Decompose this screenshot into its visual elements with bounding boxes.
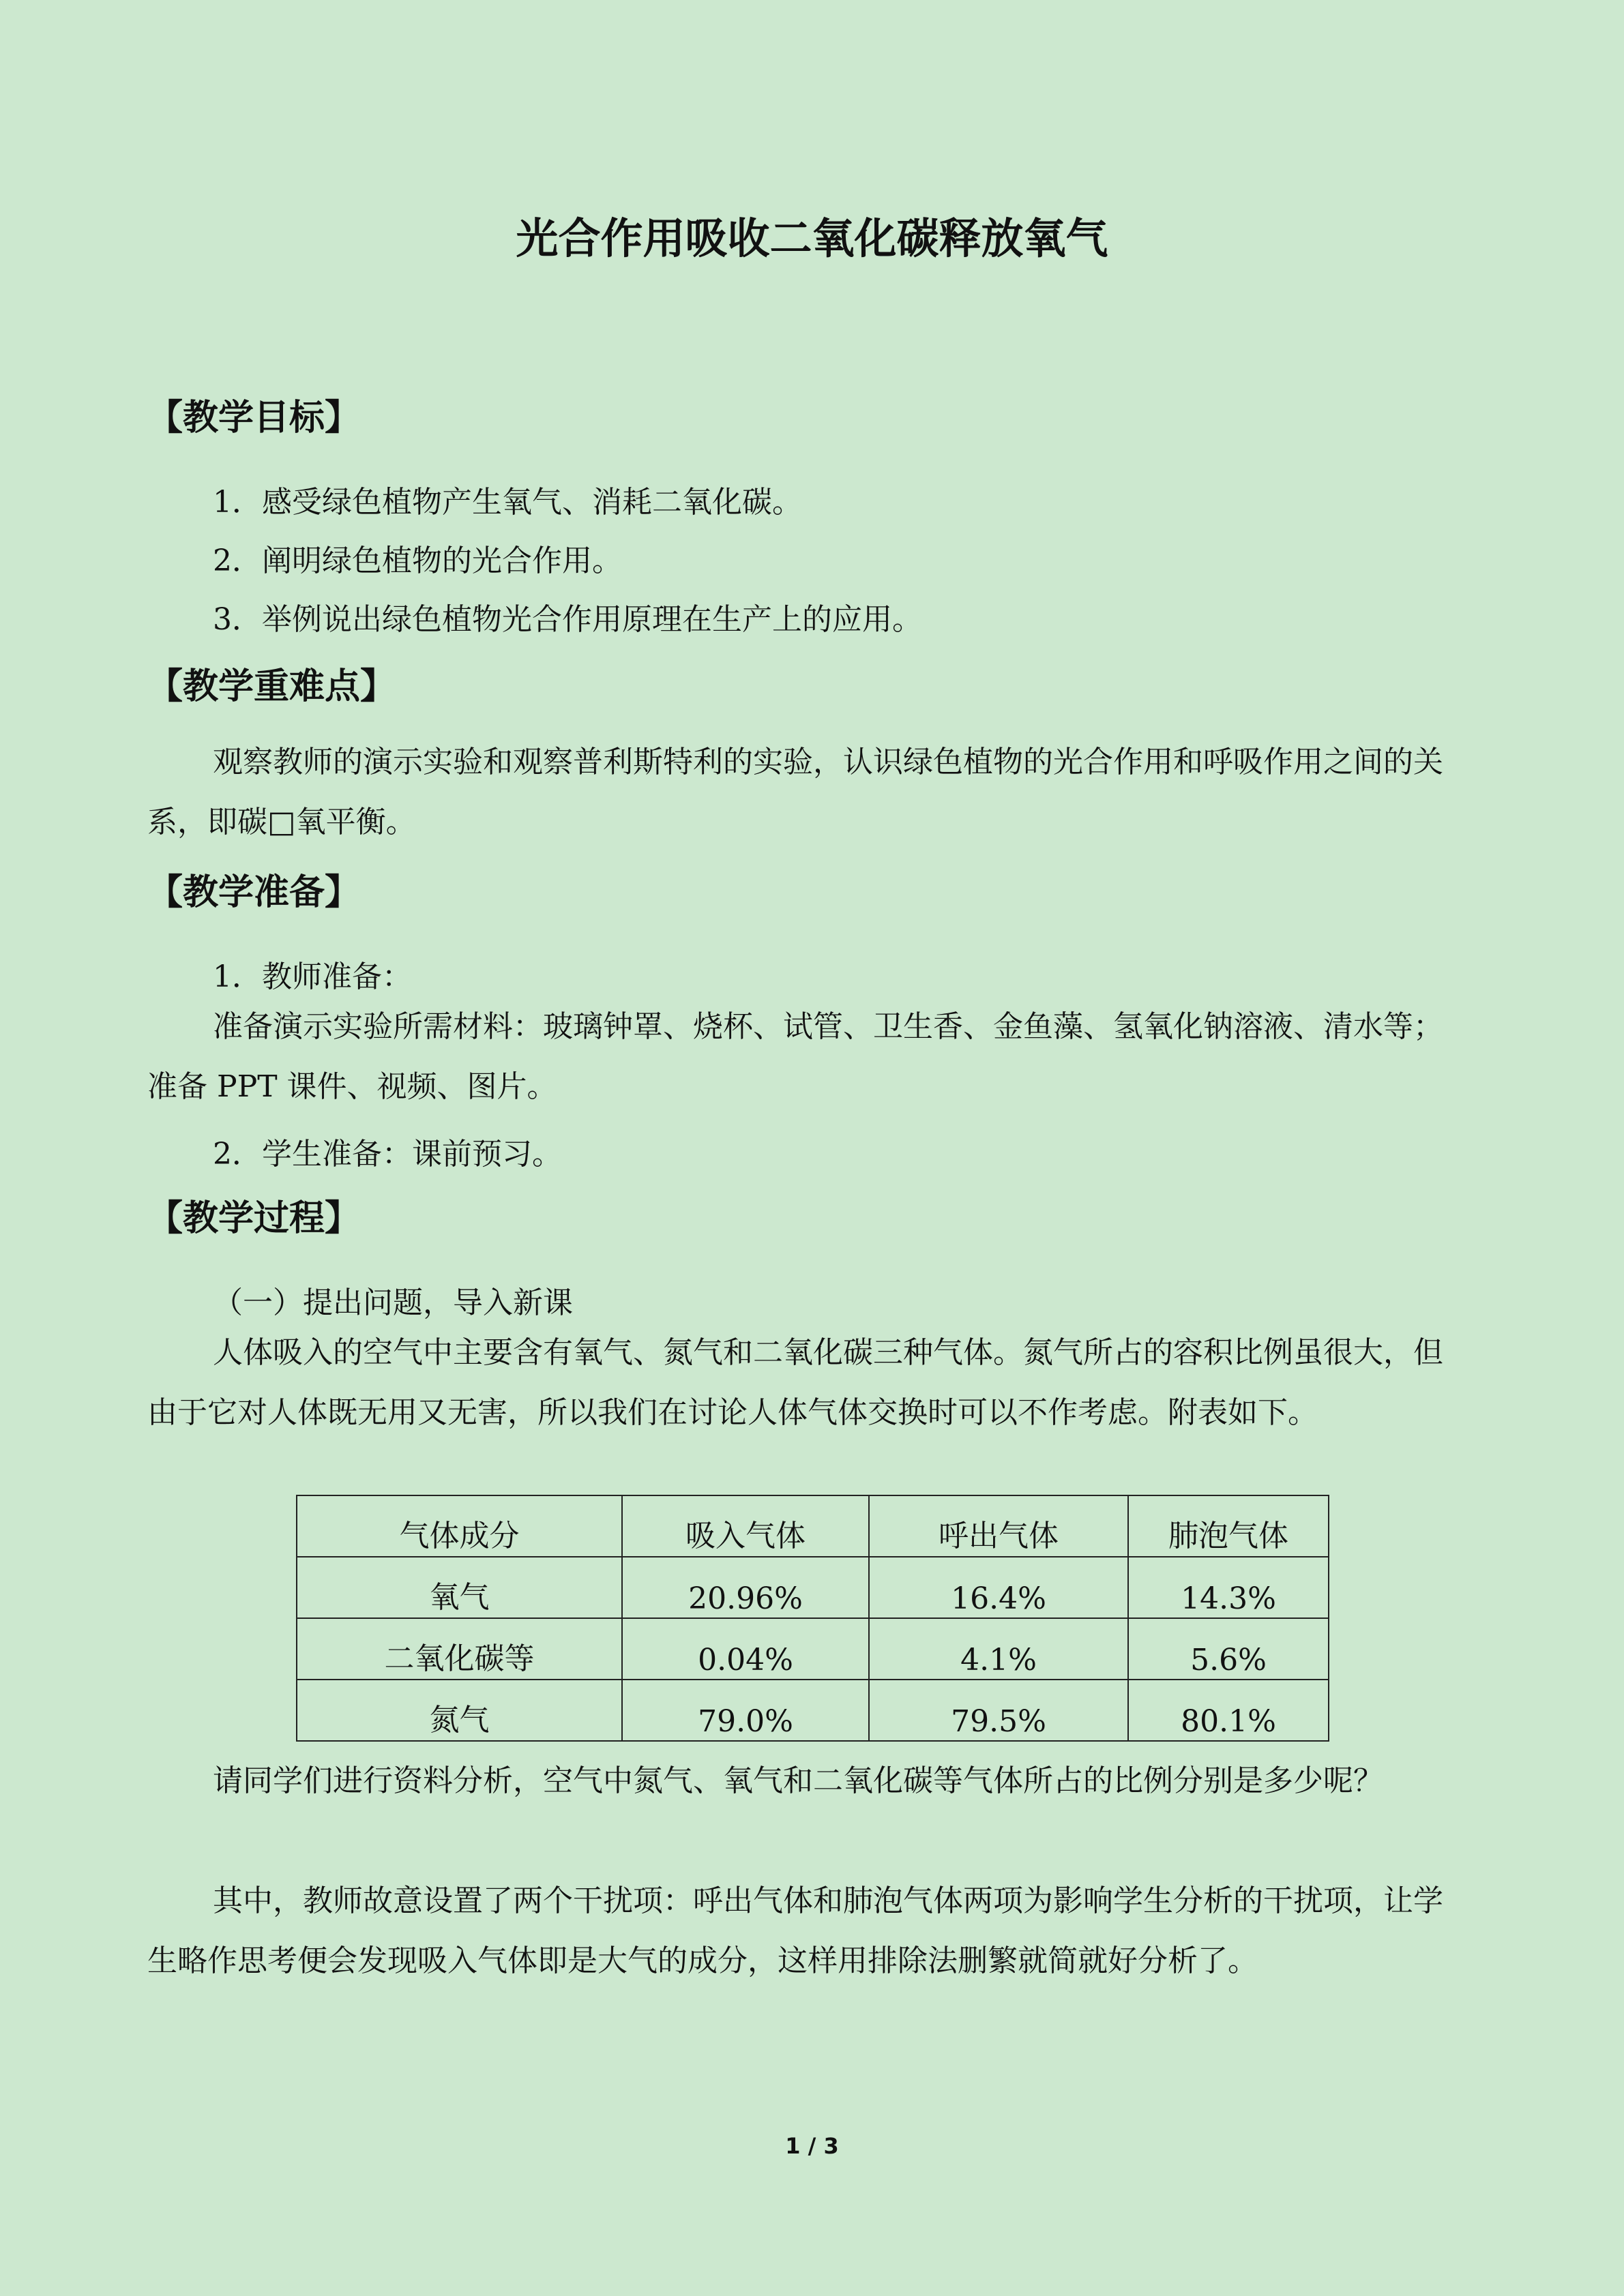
process-heading: 【教学过程】 [147, 1198, 361, 1239]
table-row [297, 1557, 1329, 1618]
objectives-heading: 【教学目标】 [147, 398, 361, 438]
table-cell: 14.3% [1128, 1557, 1329, 1618]
intro-paragraph: 人体吸入的空气中主要含有氧气、氮气和二氧化碳三种气体。氮气所占的容积比例虽很大，但由于它对人体既无用又无害，所以我们在讨论人体气体交换时可以不作考虑。附表如下。 [147, 1335, 1443, 1430]
teacher-prep-label: 1．教师准备： [213, 959, 412, 994]
objective-item: 1．感受绿色植物产生氧气、消耗二氧化碳。 [213, 485, 802, 520]
table-cell: 79.5% [869, 1680, 1128, 1741]
table-cell: 氧气 [297, 1557, 622, 1618]
key-points-heading: 【教学重难点】 [147, 666, 396, 707]
table-header-cell: 气体成分 [297, 1495, 622, 1557]
table-cell: 80.1% [1128, 1680, 1329, 1741]
page-number: 1 / 3 [785, 2133, 839, 2159]
table-cell: 79.0% [622, 1680, 869, 1741]
table-header-cell: 呼出气体 [869, 1495, 1128, 1557]
teacher-prep-paragraph: 准备演示实验所需材料：玻璃钟罩、烧杯、试管、卫生香、金鱼藻、氢氧化钠溶液、清水等；准备 PPT 课件、视频、图片。 [147, 1009, 1443, 1104]
table-cell: 4.1% [869, 1618, 1128, 1680]
table-cell: 16.4% [869, 1557, 1128, 1618]
page-title: 光合作用吸收二氧化碳释放氧气 [516, 213, 1108, 263]
table-cell: 二氧化碳等 [297, 1618, 622, 1680]
student-prep: 2．学生准备：课前预习。 [213, 1137, 562, 1172]
objective-item: 2．阐明绿色植物的光合作用。 [213, 543, 622, 578]
table-header-cell: 肺泡气体 [1128, 1495, 1329, 1557]
gas-composition-table [296, 1495, 1329, 1742]
table-row [297, 1618, 1329, 1680]
key-points-paragraph: 观察教师的演示实验和观察普利斯特利的实验，认识绿色植物的光合作用和呼吸作用之间的关系，即碳□氧平衡。 [147, 745, 1443, 839]
preparation-heading: 【教学准备】 [147, 872, 361, 913]
table-row [297, 1680, 1329, 1741]
explanation-paragraph: 其中，教师故意设置了两个干扰项：呼出气体和肺泡气体两项为影响学生分析的干扰项，让学生略作思考便会发现吸入气体即是大气的成分，这样用排除法删繁就简就好分析了。 [147, 1883, 1443, 1978]
table-header-row [297, 1495, 1329, 1557]
table-cell: 0.04% [622, 1618, 869, 1680]
table-header-cell: 吸入气体 [622, 1495, 869, 1557]
table-cell: 20.96% [622, 1557, 869, 1618]
table-cell: 5.6% [1128, 1618, 1329, 1680]
process-step-title: （一）提出问题，导入新课 [213, 1285, 573, 1320]
table-cell: 氮气 [297, 1680, 622, 1741]
question-paragraph: 请同学们进行资料分析，空气中氮气、氧气和二氧化碳等气体所占的比例分别是多少呢？ [213, 1763, 1383, 1798]
objective-item: 3．举例说出绿色植物光合作用原理在生产上的应用。 [213, 602, 922, 637]
